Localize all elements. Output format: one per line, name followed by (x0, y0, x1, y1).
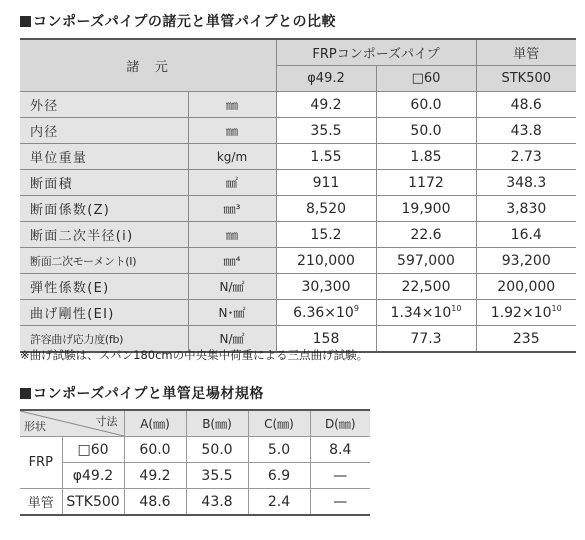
value-single: 235 (476, 326, 576, 353)
value-single: 93,200 (476, 248, 576, 274)
value-d: — (310, 489, 370, 516)
spec-name: 断面係数(Z) (20, 196, 188, 222)
spec-row (20, 222, 576, 248)
value-frp-round: 210,000 (276, 248, 376, 274)
value-frp-square: 60.0 (376, 92, 476, 118)
value-single: 200,000 (476, 274, 576, 300)
value-frp-round: 8,520 (276, 196, 376, 222)
col-header-d: D(㎜) (310, 410, 370, 437)
size-section-title: コンポーズパイプと単管足場材規格 (20, 383, 264, 403)
spec-unit: ㎜³ (188, 196, 276, 222)
spec-name: 内径 (20, 118, 188, 144)
value-b: 50.0 (186, 437, 248, 463)
group-frp: FRP (20, 437, 62, 489)
spec-unit: N･㎟ (188, 300, 276, 326)
spec-name: 許容曲げ応力度(fb) (20, 326, 188, 353)
value-frp-square: 22.6 (376, 222, 476, 248)
spec-unit: N/㎟ (188, 326, 276, 353)
exponent: 10 (451, 304, 462, 313)
spec-row (20, 170, 576, 196)
spec-name: 曲げ剛性(EI) (20, 300, 188, 326)
value-single: 43.8 (476, 118, 576, 144)
group-single: 単管 (20, 489, 62, 516)
value-c: 5.0 (248, 437, 310, 463)
value-single: 16.4 (476, 222, 576, 248)
value-frp-round: 35.5 (276, 118, 376, 144)
col-header-a: A(㎜) (124, 410, 186, 437)
shape-cell: φ49.2 (62, 463, 124, 489)
value-a: 49.2 (124, 463, 186, 489)
col-header-b: B(㎜) (186, 410, 248, 437)
value-frp-square: 50.0 (376, 118, 476, 144)
subheader-single: STK500 (476, 66, 576, 92)
spec-unit: ㎜ (188, 118, 276, 144)
spec-row (20, 300, 576, 326)
corner-label-dimension: 寸法 (95, 415, 118, 428)
shape-cell: STK500 (62, 489, 124, 516)
value-b: 35.5 (186, 463, 248, 489)
value-single: $1.92\times 10^{10}$ (476, 300, 576, 326)
value-frp-square: $1.34\times 10^{10}$ (376, 300, 476, 326)
spec-name: 弾性係数(E) (20, 274, 188, 300)
value-single: 3,830 (476, 196, 576, 222)
spec-row (20, 118, 576, 144)
value-frp-square: 19,900 (376, 196, 476, 222)
spec-unit: kg/m (188, 144, 276, 170)
value-c: 2.4 (248, 489, 310, 516)
header-specs: 諸 元 (20, 39, 276, 92)
spec-row (20, 248, 576, 274)
shape-cell: □60 (62, 437, 124, 463)
spec-unit: ㎜ (188, 92, 276, 118)
spec-row (20, 92, 576, 118)
spec-row (20, 274, 576, 300)
value-frp-square: 1.85 (376, 144, 476, 170)
value-single: 48.6 (476, 92, 576, 118)
value-frp-square: 597,000 (376, 248, 476, 274)
header-frp: FRPコンポーズパイプ (276, 39, 476, 66)
corner-label-shape: 形状 (24, 420, 46, 433)
col-header-c: C(㎜) (248, 410, 310, 437)
value-c: 6.9 (248, 463, 310, 489)
exponent: 9 (353, 304, 359, 313)
value-single: 2.73 (476, 144, 576, 170)
square-bullet-icon (20, 388, 31, 399)
value-d: 8.4 (310, 437, 370, 463)
value-a: 48.6 (124, 489, 186, 516)
value-frp-square: 1172 (376, 170, 476, 196)
value-single: 348.3 (476, 170, 576, 196)
value-frp-round: 30,300 (276, 274, 376, 300)
spec-unit: ㎟ (188, 170, 276, 196)
value-frp-round: 15.2 (276, 222, 376, 248)
value-frp-round: $6.36\times 10^9$ (276, 300, 376, 326)
size-standard-table (20, 409, 370, 516)
corner-header (20, 410, 124, 437)
spec-name: 外径 (20, 92, 188, 118)
exponent: 10 (551, 304, 562, 313)
spec-unit: ㎜ (188, 222, 276, 248)
spec-name: 断面二次半径(i) (20, 222, 188, 248)
spec-unit: N/㎟ (188, 274, 276, 300)
value-a: 60.0 (124, 437, 186, 463)
value-frp-round: 158 (276, 326, 376, 353)
spec-row (20, 196, 576, 222)
value-frp-round: 49.2 (276, 92, 376, 118)
spec-unit: ㎜⁴ (188, 248, 276, 274)
subheader-frp-square: □60 (376, 66, 476, 92)
value-frp-round: 911 (276, 170, 376, 196)
value-frp-round: 1.55 (276, 144, 376, 170)
spec-section-title: コンポーズパイプの諸元と単管パイプとの比較 (20, 11, 336, 31)
square-bullet-icon (20, 16, 31, 27)
footnote: ※曲げ試験は、スパン180cmの中央集中荷重による三点曲げ試験。 (20, 348, 369, 362)
header-single: 単管 (476, 39, 576, 66)
value-frp-square: 22,500 (376, 274, 476, 300)
value-d: — (310, 463, 370, 489)
spec-comparison-table (20, 38, 576, 353)
value-frp-square: 77.3 (376, 326, 476, 353)
spec-row (20, 144, 576, 170)
spec-name: 断面二次モーメント(I) (20, 248, 188, 274)
spec-name: 断面積 (20, 170, 188, 196)
spec-name: 単位重量 (20, 144, 188, 170)
subheader-frp-round: φ49.2 (276, 66, 376, 92)
value-b: 43.8 (186, 489, 248, 516)
